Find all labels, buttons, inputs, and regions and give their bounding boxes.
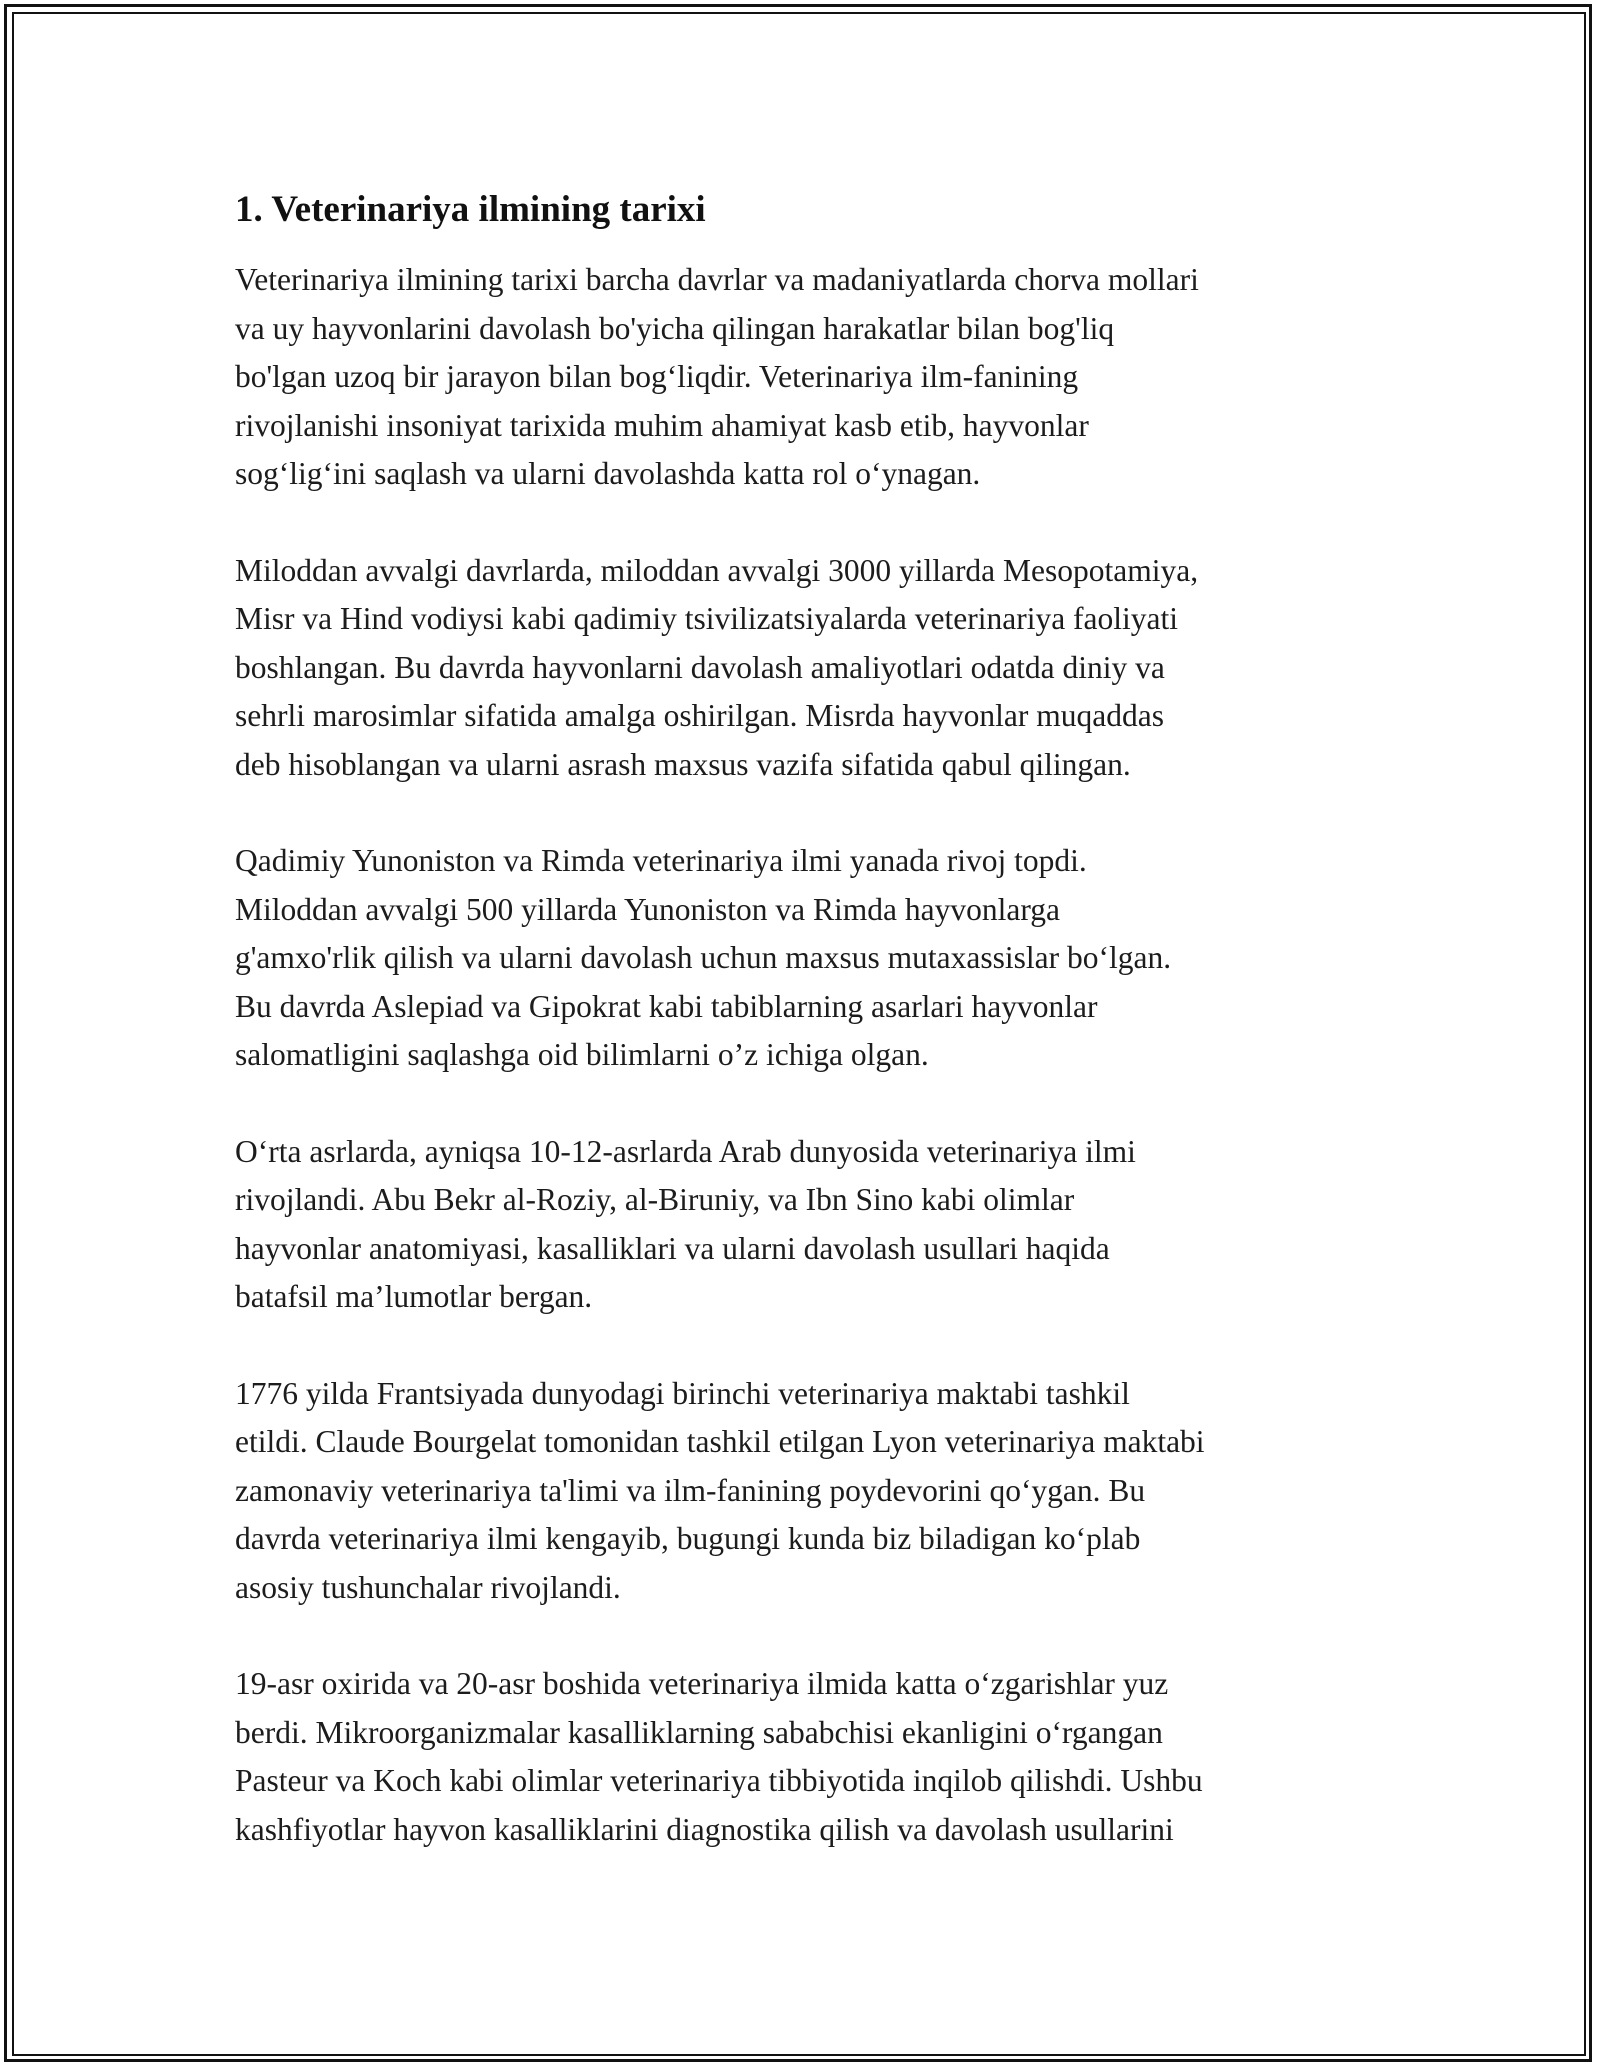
paragraph-line: bo'lgan uzoq bir jarayon bilan bog‘liqdir. Veterinariya ilm-fanining [235,359,1079,394]
paragraph-line: zamonaviy veterinariya ta'limi va ilm-fanining poydevorini qo‘ygan. Bu [235,1472,1146,1508]
paragraph-line: Qadimiy Yunoniston va Rimda veterinariya ilmi yanada rivoj topdi. [235,843,1087,878]
paragraph-line: Veterinariya ilmining tarixi barcha davrlar va madaniyatlarda chorva mollari [235,262,1199,297]
paragraph-1 [235,256,1370,499]
paragraph-line: 1776 yilda Frantsiyada dunyodagi birinchi veterinariya maktabi tashkil [235,1375,1130,1411]
paragraph-line: Miloddan avvalgi 500 yillarda Yunoniston va Rimda hayvonlarga [235,891,1060,927]
document-content [235,186,1370,1902]
paragraph-line: deb hisoblangan va ularni asrash maxsus vazifa sifatida qabul qilingan. [235,746,1131,782]
paragraph-line: sog‘lig‘ini saqlash va ularni davolashda katta rol o‘ynagan. [235,456,981,491]
paragraph-line: Pasteur va Koch kabi olimlar veterinariya tibbiyotida inqilob qilishdi. Ushbu [235,1763,1203,1798]
paragraph-line: Miloddan avvalgi davrlarda, miloddan avvalgi 3000 yillarda Mesopotamiya, [235,552,1199,588]
paragraph-5 [235,1370,1370,1613]
paragraph-line: 19-asr oxirida va 20-asr boshida veterinariya ilmida katta o‘zgarishlar yuz [235,1666,1169,1701]
paragraph-line: davrda veterinariya ilmi kengayib, bugungi kunda biz biladigan ko‘plab [235,1521,1141,1556]
paragraph-line: Misr va Hind vodiysi kabi qadimiy tsivilizatsiyalarda veterinariya faoliyati [235,601,1179,636]
paragraph-line: hayvonlar anatomiyasi, kasalliklari va ularni davolash usullari haqida [235,1230,1110,1266]
paragraph-line: batafsil ma’lumotlar bergan. [235,1279,593,1314]
paragraph-line: boshlangan. Bu davrda hayvonlarni davolash amaliyotlari odatda diniy va [235,649,1165,685]
paragraph-line: va uy hayvonlarini davolash bo'yicha qilingan harakatlar bilan bog'liq [235,310,1115,346]
paragraph-line: salomatligini saqlashga oid bilimlarni o’z ichiga olgan. [235,1037,929,1072]
paragraph-line: Bu davrda Aslepiad va Gipokrat kabi tabiblarning asarlari hayvonlar [235,988,1098,1024]
paragraph-line: asosiy tushunchalar rivojlandi. [235,1569,621,1605]
paragraph-2 [235,547,1370,790]
paragraph-line: sehrli marosimlar sifatida amalga oshirilgan. Misrda hayvonlar muqaddas [235,698,1165,733]
paragraph-line: g'amxo'rlik qilish va ularni davolash uchun maxsus mutaxassislar bo‘lgan. [235,940,1172,975]
paragraph-4 [235,1128,1370,1322]
paragraph-line: berdi. Mikroorganizmalar kasalliklarning sababchisi ekanligini o‘rgangan [235,1714,1163,1750]
paragraph-3 [235,837,1370,1080]
paragraph-6 [235,1660,1370,1854]
paragraph-line: O‘rta asrlarda, ayniqsa 10-12-asrlarda Arab dunyosida veterinariya ilmi [235,1133,1136,1169]
paragraph-line: rivojlandi. Abu Bekr al-Roziy, al-Biruniy, va Ibn Sino kabi olimlar [235,1182,1075,1217]
paragraph-line: kashfiyotlar hayvon kasalliklarini diagnostika qilish va davolash usullarini [235,1811,1174,1847]
paragraph-line: rivojlanishi insoniyat tarixida muhim ahamiyat kasb etib, hayvonlar [235,407,1089,443]
section-heading: 1. Veterinariya ilmining tarixi [235,189,706,230]
paragraph-line: etildi. Claude Bourgelat tomonidan tashkil etilgan Lyon veterinariya maktabi [235,1424,1205,1459]
